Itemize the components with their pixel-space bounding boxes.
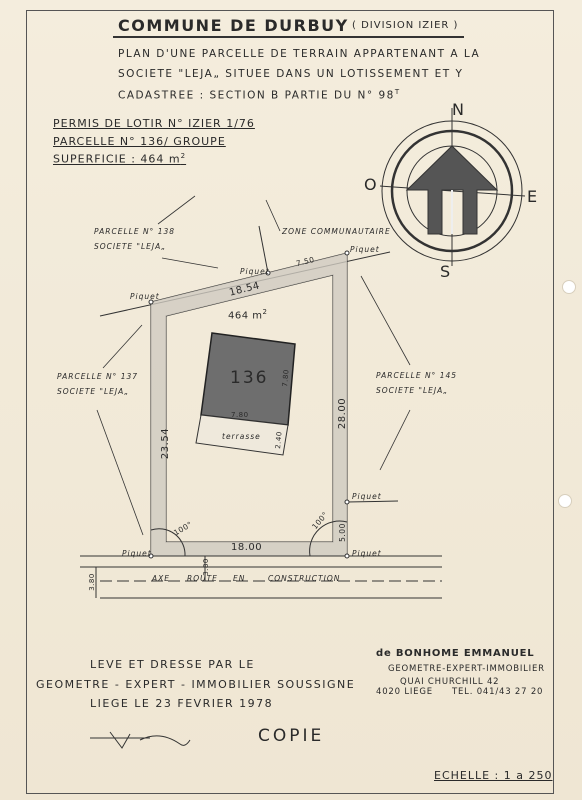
plan-description-line3: CADASTREE : SECTION B PARTIE DU N° $98^T$ [118,88,401,102]
societe-145-label: SOCIETE "LEJA„ [376,386,449,395]
road-width-left: 3.80 [87,573,96,591]
house-depth: 7.80 [281,368,291,388]
leve-line1: LEVE ET DRESSE PAR LE [90,658,255,671]
road-route-label: ROUTE [187,574,218,583]
angle-left: 100° [172,519,194,538]
leve-line3: LIEGE LE 23 FEVRIER 1978 [90,697,274,710]
road-construction-label: CONSTRUCTION [268,574,341,583]
piquet-label: Piquet [352,549,382,558]
signature-graphic [90,732,190,748]
parcelle-138-label: PARCELLE N° 138 [94,227,176,236]
house-width: 7.80 [231,411,249,419]
compass-west: O [364,175,378,194]
plan-description-line1: PLAN D'UNE PARCELLE DE TERRAIN APPARTENANT A LA [118,48,481,60]
road-en-label: EN [233,574,246,583]
commune-title: COMMUNE DE DURBUY [118,16,349,35]
surveyor-street: QUAI CHURCHILL 42 [400,677,500,687]
plan-description-line2: SOCIETE "LEJA„ SITUEE DANS UN LOTISSEMENT ET Y [118,68,464,80]
piquet-label: Piquet [130,292,160,301]
dimension-top: 18.54 [228,280,262,299]
zone-communautaire-label: ZONE COMMUNAUTAIRE [282,227,391,236]
compass-east: E [527,187,538,206]
compass-north: N [452,100,465,119]
dimension-top-right: 7.50 [295,254,316,269]
compass-south: S [440,262,451,281]
surveyor-city: 4020 LIEGE [376,687,433,697]
piquet-label: Piquet [240,267,270,276]
piquet-label: Piquet [350,245,380,254]
parcelle-137-label: PARCELLE N° 137 [57,372,139,381]
surveyor-name: de BONHOME EMMANUEL [376,648,535,659]
terrace-depth: 2.40 [274,430,284,450]
superficie: SUPERFICIE : 464 $m^2$ [53,152,187,166]
angle-right: 100° [310,509,330,532]
lot-number: 136 [230,368,269,388]
dimension-right-lower: 5.00 [337,523,347,542]
road-width-mid: 3.80 [201,558,210,576]
lot-area: 464 $m^2$ [228,308,268,322]
piquet-label: Piquet [122,549,152,558]
terrasse-label: terrasse [222,432,261,441]
echelle-scale: ECHELLE : 1 a 250 [434,769,553,782]
copie-stamp: COPIE [258,726,325,746]
road [80,556,442,598]
dimension-bottom: 18.00 [231,542,263,553]
dimension-right: 28.00 [337,397,349,430]
parcelle-groupe: PARCELLE N° 136/ GROUPE [53,135,226,148]
parcelle-145-label: PARCELLE N° 145 [376,371,458,380]
road-axe-label: AXE [152,574,171,583]
division-label: ( DIVISION IZIER ) [352,20,459,31]
leve-line2: GEOMETRE - EXPERT - IMMOBILIER SOUSSIGNE [36,678,356,691]
societe-137-label: SOCIETE "LEJA„ [57,387,130,396]
surveyor-tel: TEL. 041/43 27 20 [452,687,544,697]
societe-138-label: SOCIETE "LEJA„ [94,242,167,251]
dimension-left: 23.54 [160,427,172,460]
piquet-label: Piquet [352,492,382,501]
compass-rose [380,108,525,266]
permis-de-lotir: PERMIS DE LOTIR N° IZIER 1/76 [53,117,255,130]
surveyor-title: GEOMETRE-EXPERT-IMMOBILIER [388,664,545,674]
